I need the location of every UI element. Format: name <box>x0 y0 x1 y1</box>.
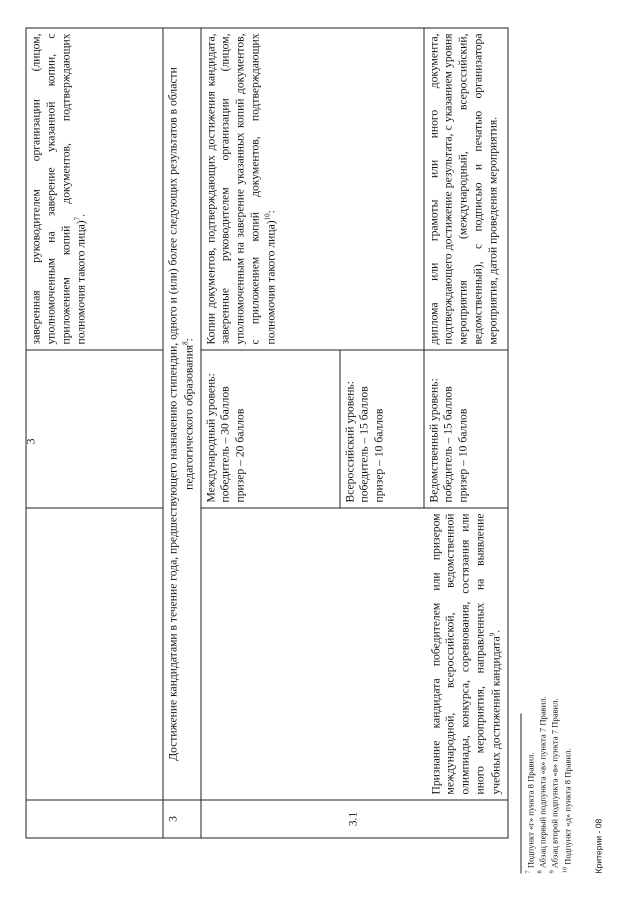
level-name: Международный уровень: <box>203 373 217 503</box>
empty-cell <box>26 508 163 800</box>
level-departmental <box>423 350 507 508</box>
page-number: 3 <box>23 438 38 445</box>
section-number: 3 <box>163 800 201 838</box>
document-details-cell: диплома или грамоты или иного документа, подтверждающего достижение результата, с указанием уровня мероприятия (международный, всероссийский, ведомственный), с подписью и печатью организатора мероприятия, датой проведения мероприятия. <box>423 28 507 350</box>
level-winner-score: победитель – 15 баллов <box>441 386 455 503</box>
footnote-item: $^7$ Подпункт «г» пункта 8 Правил. <box>524 752 535 874</box>
continuation-document-cell: заверенная руководителем организации (лицом, уполномоченным на заверение указанной копии, с приложением копий документов, подтверждающих полномочия такого лица)$^7$. <box>26 28 163 350</box>
level-name: Ведомственный уровень: <box>426 378 440 503</box>
level-prize-score: призер – 10 баллов <box>456 408 470 503</box>
footnote-divider <box>520 714 521 874</box>
row-number: 3.1 <box>200 800 507 838</box>
table-row-continuation <box>26 28 163 838</box>
footnotes <box>520 224 573 874</box>
footnote-item: $^8$ Абзац первый подпункта «в» пункта 7 Правил. <box>536 696 548 874</box>
level-prize-score: призер – 20 баллов <box>233 408 247 503</box>
level-prize-score: призер – 10 баллов <box>372 408 386 503</box>
criteria-table <box>25 28 508 839</box>
footer-label: Критерии - 08 <box>593 818 603 874</box>
table-row-section <box>163 28 201 838</box>
footnote-item: $^{10}$ Подпункт «д» пункта 8 Правил. <box>560 748 572 874</box>
level-international <box>200 350 339 508</box>
section-title: Достижение кандидатами в течение года, предшествующего назначению стипендии, одного и (или) более следующих результатов в области педагогического образования$^8$: <box>163 28 201 800</box>
empty-cell <box>23 350 163 508</box>
criterion-text: Признание кандидата победителем или призером международной, всероссийской, ведомственной олимпиады, конкурса, соревнования, состязания или иного мероприятия, направленных на выявление учебных достижений кандидата$^9$. <box>200 508 507 800</box>
level-national <box>339 350 423 508</box>
required-documents-cell: Копии документов, подтверждающих достижения кандидата, заверенные руководителем организации (лицом, уполномоченным на заверение указанных копий документов, с приложением копий документов, подтверждающих полномочия такого лица)$^{10}$: <box>200 28 423 350</box>
empty-cell <box>26 800 163 838</box>
level-name: Всероссийский уровень: <box>342 381 356 503</box>
level-winner-score: победитель – 15 баллов <box>357 386 371 503</box>
rotated-page-content <box>25 29 615 874</box>
footnote-item: $^9$ Абзац второй подпункта «в» пункта 7 Правил. <box>548 698 560 874</box>
table-row-international <box>200 28 339 838</box>
level-winner-score: победитель – 30 баллов <box>218 386 232 503</box>
